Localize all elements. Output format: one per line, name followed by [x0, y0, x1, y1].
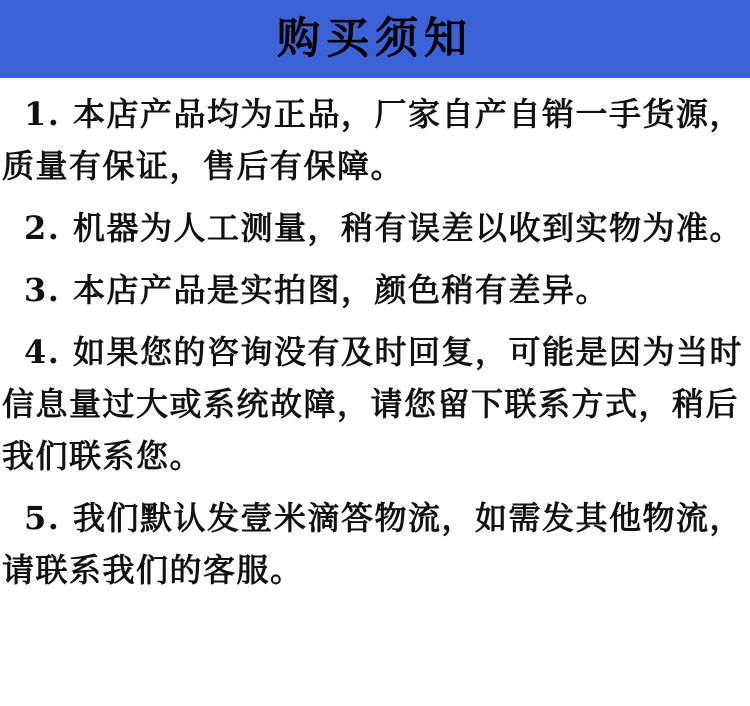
list-item: 5. 我们默认发壹米滴答物流，如需发其他物流，请联系我们的客服。 [2, 499, 744, 589]
page-title: 购买须知 [277, 13, 473, 64]
list-item: 2. 机器为人工测量，稍有误差以收到实物为准。 [24, 209, 744, 247]
list-item: 1. 本店产品均为正品，厂家自产自销一手货源，质量有保证，售后有保障。 [2, 95, 744, 185]
list-item: 4. 如果您的咨询没有及时回复，可能是因为当时信息量过大或系统故障，请您留下联系方式，稍后我们联系您。 [2, 333, 744, 475]
header-banner [0, 0, 750, 78]
list-item: 3. 本店产品是实拍图，颜色稍有差异。 [24, 271, 610, 309]
notice-list [0, 78, 750, 596]
